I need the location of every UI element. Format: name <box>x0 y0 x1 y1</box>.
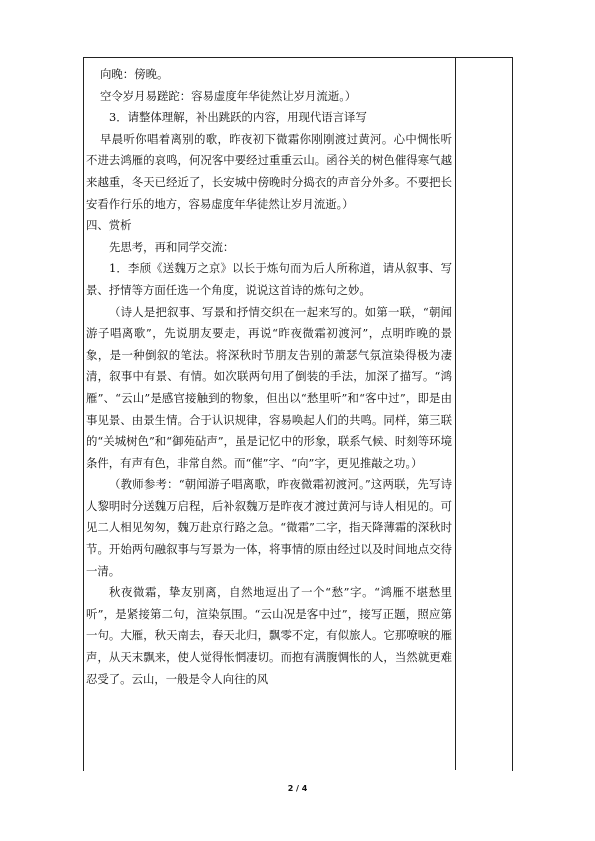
answer-paragraph: （诗人是把叙事、写景和抒情交织在一起来写的。如第一联，“朝闻游子唱离歌”，先说朋友要走，再说“昨夜微霜初渡河”，点明昨晚的景象，是一种倒叙的笔法。将深秋时节朋友告别的萧瑟气氛渲染得极为凄清，叙事中有景、有情。如次联两句用了倒装的手法，加深了描写。“鸿雁”、“云山”是感官接触到的物象，但出以“愁里听”和“客中过”，即是由事见景、由景生情。合于认识规律，容易唤起人们的共鸣。同样，第三联的“关城树色”和“御苑砧声”，虽是记忆中的形象，联系气候、时刻等环境条件，有声有色，非常自然。而“催”字、“向”字，更见推敲之功。） <box>86 304 452 470</box>
question-heading: 3．请整体理解，补出跳跃的内容，用现代语言译写 <box>109 110 367 125</box>
translation-paragraph: 早晨听你唱着离别的歌，昨夜初下微霜你刚刚渡过黄河。心中惆怅听不进去鸿雁的哀鸣，何况客中要经过重重云山。函谷关的树色催得寒气越来越重，冬天已经近了，长安城中傍晚时分捣衣的声音分外多。不要把长安看作行乐的地方，容易虚度年华徒然让岁月流逝。） <box>86 131 452 211</box>
page-number: 2 / 4 <box>287 784 308 793</box>
paragraph: 向晚：傍晚。 <box>100 67 169 81</box>
section-heading: 四、赏析 <box>86 218 132 233</box>
teacher-reference-paragraph: （教师参考：“朝闻游子唱离歌，昨夜微霜初渡河。”这两联，先写诗人黎明时分送魏万启程，后补叙魏万是昨夜才渡过黄河与诗人相见的。可见二人相见匆匆，魏万赴京行路之急。“微霜”二字，指天降薄霜的深秋时节。开始两句融叙事与写景为一体，将事情的原由经过以及时间地点交待一清。 <box>86 477 452 578</box>
paragraph: 先思考，再和同学交流： <box>109 239 235 254</box>
document-body <box>86 64 452 690</box>
question-paragraph: 1．李颀《送魏万之京》以长于炼句而为后人所称道，请从叙事、写景、抒情等方面任选一个角度，说说这首诗的炼句之妙。 <box>86 261 452 297</box>
paragraph: 秋夜微霜，挚友别离，自然地逗出了一个“愁”字。“鸿雁不堪愁里听”，是紧接第二句，渲染氛围。“云山况是客中过”，接写正题，照应第一句。大雁，秋天南去，春天北归，飘零不定，有似旅人。它那嘹唳的雁声，从天末飘来，使人觉得怅惘凄切。而抱有满腹惆怅的人，当然就更难忍受了。云山，一般是令人向往的风 <box>86 585 452 686</box>
paragraph: 空令岁月易蹉跎：容易虚度年华徒然让岁月流逝。） <box>100 88 357 103</box>
table-column-divider <box>455 57 456 770</box>
